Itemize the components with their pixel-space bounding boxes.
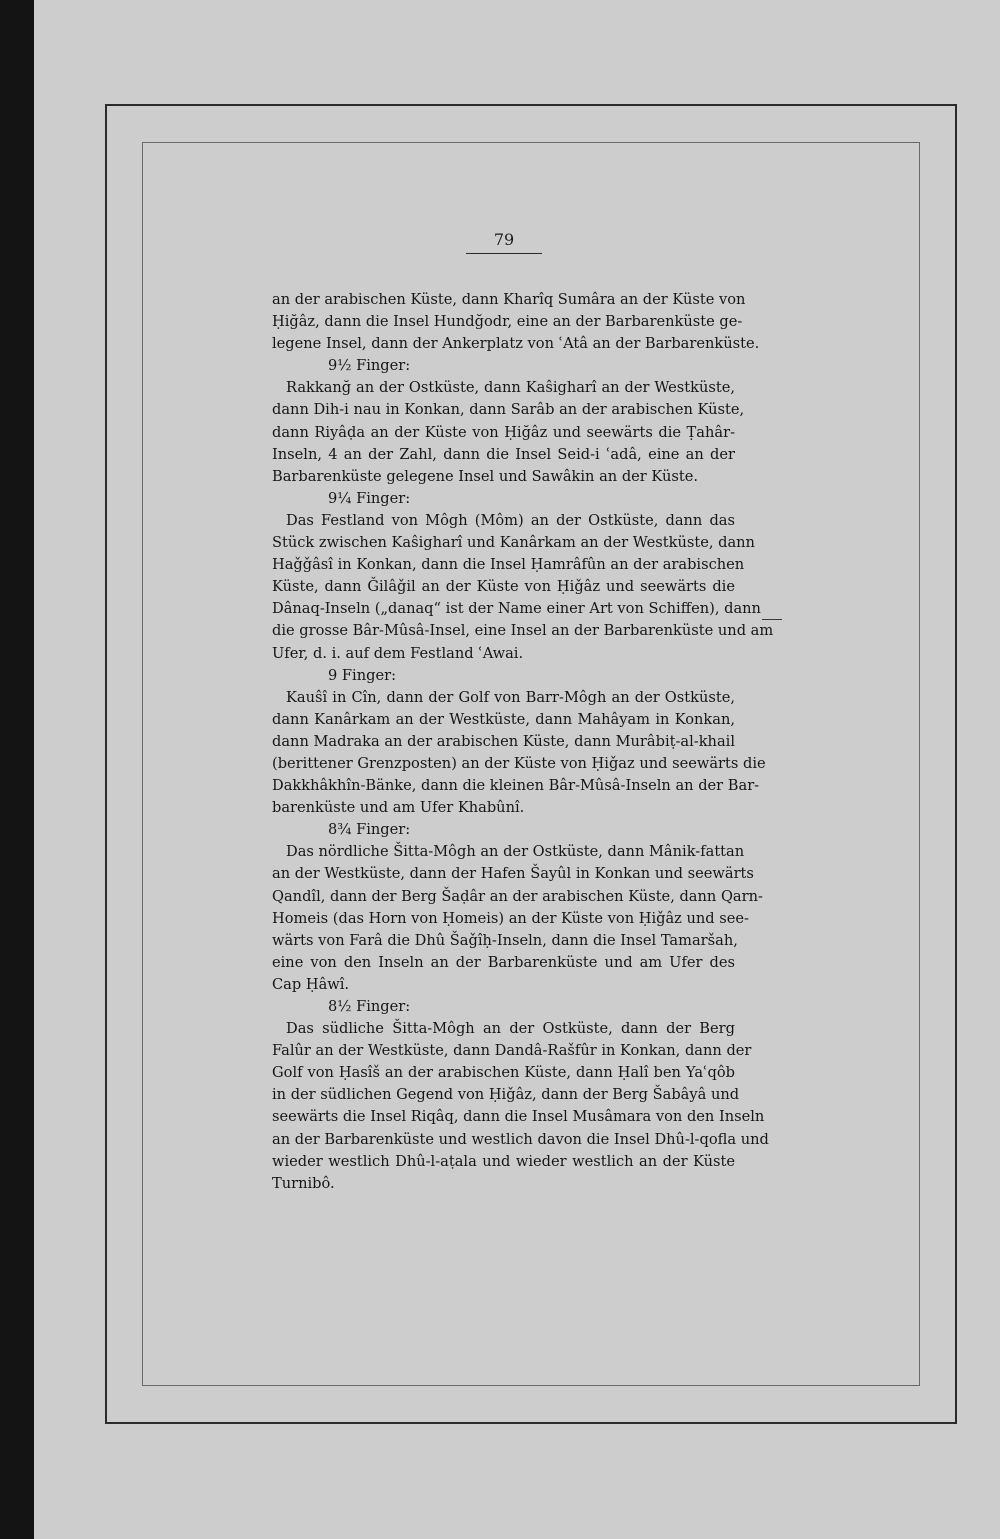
text-line: Haǧǧâsî in Konkan, dann die Insel Ḥamrâfûn an der arabischen xyxy=(272,556,745,574)
body-text xyxy=(272,289,774,1195)
text-line: wieder westlich Dhû-l-aṭala und wieder westlich an der Küste xyxy=(272,1152,735,1170)
text-line: Golf von Ḥasîš an der arabischen Küste, dann Ḥalî ben Yaʿqôb xyxy=(272,1064,735,1082)
text-line: Rakkanğ an der Ostküste, dann Kaŝigharî an der Westküste, xyxy=(286,379,735,397)
margin-dash xyxy=(762,619,782,620)
text-line: Stück zwischen Kaŝigharî und Kanârkam an der Westküste, dann xyxy=(272,534,755,552)
text-line: Dânaq-Inseln („danaq“ ist der Name einer Art von Schiffen), dann xyxy=(272,600,761,618)
section-heading: 8¾ Finger: xyxy=(328,821,411,839)
text-line: Kauŝî in Cîn, dann der Golf von Barr-Môgh an der Ostküste, xyxy=(286,688,735,706)
text-line: an der arabischen Küste, dann Kharîq Sumâra an der Küste von xyxy=(272,291,746,308)
section-heading: 9 Finger: xyxy=(328,666,396,684)
text-line: die grosse Bâr-Mûsâ-Insel, eine Insel an der Barbarenküste und am xyxy=(272,622,774,640)
text-line: Inseln, 4 an der Zahl, dann die Insel Seid-i ʿadâ, eine an der xyxy=(272,445,735,463)
text-line: legene Insel, dann der Ankerplatz von ʿAtâ an der Barbarenküste. xyxy=(272,335,760,353)
text-line: Qandîl, dann der Berg Šaḍâr an der arabischen Küste, dann Qarn- xyxy=(272,887,763,905)
text-line: Das Festland von Môgh (Môm) an der Ostküste, dann das xyxy=(286,511,735,529)
text-line: an der Barbarenküste und westlich davon die Insel Dhû-l-qofla und xyxy=(272,1130,769,1148)
section-heading: 8½ Finger: xyxy=(328,998,411,1015)
text-line: dann Kanârkam an der Westküste, dann Mahâyam in Konkan, xyxy=(272,710,735,728)
page-number: 79 xyxy=(466,230,542,254)
text-line: Das nördliche Šitta-Môgh an der Ostküste, dann Mânik-fattan xyxy=(286,843,745,861)
text-line: Cap Ḥâwî. xyxy=(272,975,350,993)
text-line: dann Madraka an der arabischen Küste, dann Murâbiṭ-al-khail xyxy=(272,732,735,750)
text-line: wärts von Farâ die Dhû Šaǧîḥ-Inseln, dann die Insel Tamaršah, xyxy=(272,931,738,949)
section-heading: 9½ Finger: xyxy=(328,357,411,375)
text-line: an der Westküste, dann der Hafen Šayûl in Konkan und seewärts xyxy=(272,865,754,883)
text-line: Dakkhâkhîn-Bänke, dann die kleinen Bâr-Mûsâ-Inseln an der Bar- xyxy=(272,777,760,795)
text-line: Ufer, d. i. auf dem Festland ʿAwai. xyxy=(272,644,524,662)
text-line: Turnibô. xyxy=(272,1174,335,1192)
text-line: Küste, dann Ǧilâǧil an der Küste von Ḥiǧâz und seewärts die xyxy=(272,578,735,596)
text-line: Das südliche Šitta-Môgh an der Ostküste, dann der Berg xyxy=(286,1020,735,1038)
text-line: in der südlichen Gegend von Ḥiǧâz, dann der Berg Šabâyâ und xyxy=(272,1086,740,1104)
text-line: dann Riyâḍa an der Küste von Ḥiğâz und seewärts die Ṭahâr- xyxy=(272,423,735,441)
text-line: Falûr an der Westküste, dann Dandâ-Rašfûr in Konkan, dann der xyxy=(272,1042,752,1060)
text-line: seewärts die Insel Riqâq, dann die Insel Musâmara von den Inseln xyxy=(272,1108,765,1126)
text-line: Ḥiğâz, dann die Insel Hundğodr, eine an der Barbarenküste ge- xyxy=(272,313,743,331)
text-line: (berittener Grenzposten) an der Küste von Ḥiǧaz und seewärts die xyxy=(272,754,766,772)
text-line: Homeis (das Horn von Ḥomeis) an der Küste von Ḥiǧâz und see- xyxy=(272,909,749,927)
text-line: dann Dih-i nau in Konkan, dann Sarâb an der arabischen Küste, xyxy=(272,401,745,419)
text-line: eine von den Inseln an der Barbarenküste und am Ufer des xyxy=(272,953,735,971)
text-line: Barbarenküste gelegene Insel und Sawâkin an der Küste. xyxy=(272,467,699,485)
text-line: barenküste und am Ufer Khabûnî. xyxy=(272,799,525,817)
section-heading: 9¼ Finger: xyxy=(328,489,411,507)
